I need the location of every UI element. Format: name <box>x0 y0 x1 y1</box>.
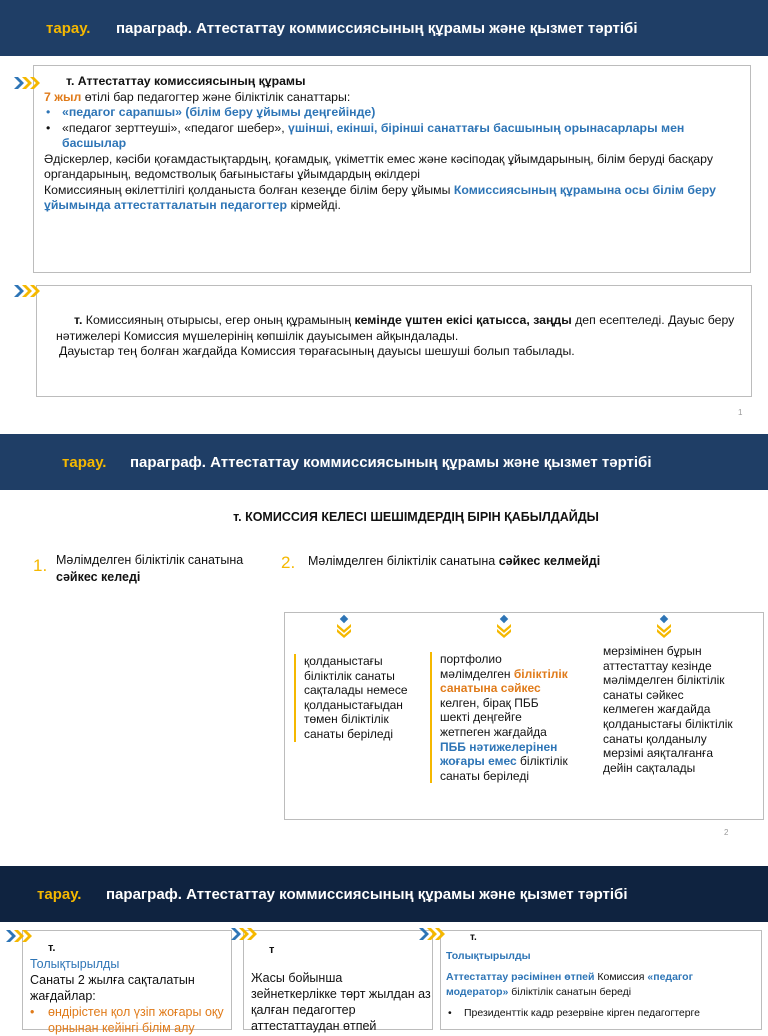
option-bold: сәйкес келеді <box>56 570 141 584</box>
portfolio-highlight: біліктілік санатына сәйкес <box>440 666 568 696</box>
slide3-header <box>0 866 768 922</box>
chapter-label: тарау. <box>37 885 82 903</box>
clause-number: т. <box>74 313 83 327</box>
outcome-early: мерзімінен бұрын аттестаттау кезінде мәлімделген біліктілік санаты сәйкес келмеген жағдайда қолданыстағы біліктілік санаты қолданылу мерзімі аяқталғанға дейін сақталады <box>603 644 733 775</box>
list-item-highlight: үшінші, екінші, бірінші санаттағы басшының орынасарлары мен басшылар <box>62 120 685 150</box>
portfolio-text: портфолио мәлімделген <box>440 652 514 681</box>
option-text: Мәлімделген біліктілік санатына <box>56 553 244 567</box>
slide-title: параграф. Аттестаттау коммиссиясының құрамы және қызмет тәртібі <box>130 453 652 471</box>
card-highlight: Аттестаттау рәсімінен өтпей <box>446 971 595 983</box>
experience-highlight: 7 жыл <box>44 89 82 104</box>
exclusion-end: кірмейді. <box>287 198 341 212</box>
quorum-text: Комиссияның отырысы, егер оның құрамының <box>82 313 355 327</box>
chapter-label: тарау. <box>62 453 107 471</box>
list-item-text: Президенттік кадр резервіне кірген педагогтерге <box>464 1007 700 1019</box>
exclusion-paragraph <box>44 183 744 214</box>
decisions-heading: т. КОМИССИЯ КЕЛЕСІ ШЕШІМДЕРДІҢ БІРІН ҚАБЫЛДАЙДЫ <box>233 510 599 524</box>
list-item-text: «педагог сарапшы» (білім беру ұйымы деңгейінде) <box>62 105 376 119</box>
amended-label: Толықтырылды <box>30 957 120 971</box>
tie-paragraph: Дауыстар тең болған жағдайда Комиссия төрағасының дауысы шешуші болып табылады. <box>59 344 575 358</box>
chevron-bullet-icon <box>231 926 261 942</box>
card-retirement-content <box>251 942 431 1034</box>
experience-line <box>44 90 744 106</box>
arrow-down-icon <box>336 616 352 640</box>
meeting-content <box>56 313 744 360</box>
card-retention-content <box>30 940 230 1036</box>
category-list <box>44 105 744 152</box>
option-number: 2. <box>281 553 296 572</box>
composition-heading: т. Аттестаттау комиссиясының құрамы <box>66 74 306 88</box>
option-text: Мәлімделген біліктілік санатына <box>308 554 499 568</box>
card-body <box>446 970 756 1000</box>
exclusion-text: Комиссияның өкілеттілігі қолданыста болған кезеңде білім беру ұйымы <box>44 182 454 197</box>
page-number: 1 <box>738 408 743 417</box>
slide2-header <box>0 434 768 490</box>
page-number: 2 <box>724 828 729 837</box>
clause-number: т <box>269 944 275 956</box>
methodists-paragraph: Әдіскерлер, кәсіби қоғамдастықтардың, қоғамдық, үкіметтік емес және кәсіподақ ұйымдарының, білім беруді басқару органдарының, ведомстволық бағыныстағы ұйымдардың өкілдері <box>44 151 713 181</box>
quorum-paragraph <box>56 313 744 344</box>
portfolio-text: келген, бірақ ПББ шекті деңгейге жетпеген жағдайда <box>440 695 547 739</box>
chapter-label: тарау. <box>46 19 91 37</box>
chevron-bullet-icon <box>14 75 44 91</box>
clause-number: т. <box>48 942 56 954</box>
outcome-portfolio <box>430 652 570 783</box>
outcome-keep: қолданыстағы біліктілік санаты сақталады немесе қолданыстағыдан төмен біліктілік санаты беріледі <box>294 654 422 742</box>
card-list <box>30 1004 230 1036</box>
amended-label: Толықтырылды <box>446 950 531 962</box>
exclusion-highlight: Комиссиясының құрамына осы білім беру ұйымында аттестатталатын педагогтер <box>44 182 716 212</box>
portfolio-highlight-blue: ПББ нәтижелерінен жоғары емес <box>440 739 558 769</box>
option-match <box>56 552 266 586</box>
slide-title: параграф. Аттестаттау коммиссиясының құрамы және қызмет тәртібі <box>106 885 628 903</box>
list-item: • «педагог сарапшы» (білім беру ұйымы деңгейінде) <box>46 105 376 119</box>
card-body: Жасы бойынша зейнеткерлікке төрт жылдан аз қалған педагогтер аттестаттаудан өтпей <box>251 971 431 1033</box>
list-item: • өндірістен қол үзіп жоғары оқу орнынан кейінгі білім алу <box>30 1005 224 1035</box>
list-item-text: өндірістен қол үзіп жоғары оқу орнынан кейінгі білім алу <box>48 1005 224 1035</box>
card-list <box>446 1006 756 1021</box>
experience-text: өтілі бар педагогтер және біліктілік санаттары: <box>81 89 351 104</box>
slide-title: параграф. Аттестаттау коммиссиясының құрамы және қызмет тәртібі <box>116 19 638 37</box>
list-item: • Президенттік кадр резервіне кірген педагогтерге <box>448 1007 700 1019</box>
quorum-bold: кемінде үштен екісі қатысса, заңды <box>354 313 572 327</box>
composition-content <box>44 74 744 214</box>
chevron-bullet-icon <box>14 283 44 299</box>
portfolio-end: біліктілік санаты беріледі <box>440 754 568 783</box>
list-item-text: «педагог зерттеуші», «педагог шебер», <box>62 120 289 135</box>
option-mismatch <box>308 553 728 570</box>
card-highlight: «педагог модератор» <box>446 971 693 998</box>
card-moderator-content <box>446 930 756 1021</box>
slide1-header <box>0 0 768 56</box>
card-text: біліктілік санатын береді <box>508 986 632 998</box>
card-text: Комиссия <box>594 971 648 983</box>
clause-number: т. <box>470 932 477 943</box>
chevron-bullet-icon <box>419 926 449 942</box>
arrow-down-icon <box>656 616 672 640</box>
arrow-down-icon <box>496 616 512 640</box>
quorum-end: деп есептеледі. Дауыс беру нәтижелері Комиссия мүшелерінің көпшілік дауысымен айқындалады. <box>56 313 735 343</box>
option-bold: сәйкес келмейді <box>498 554 601 568</box>
option-number: 1. <box>33 556 48 575</box>
card-body: Санаты 2 жылға сақталатын жағдайлар: <box>30 973 195 1003</box>
list-item: • «педагог зерттеуші», «педагог шебер», үшінші, екінші, бірінші санаттағы басшының орынасарлары мен басшылар <box>46 120 685 150</box>
